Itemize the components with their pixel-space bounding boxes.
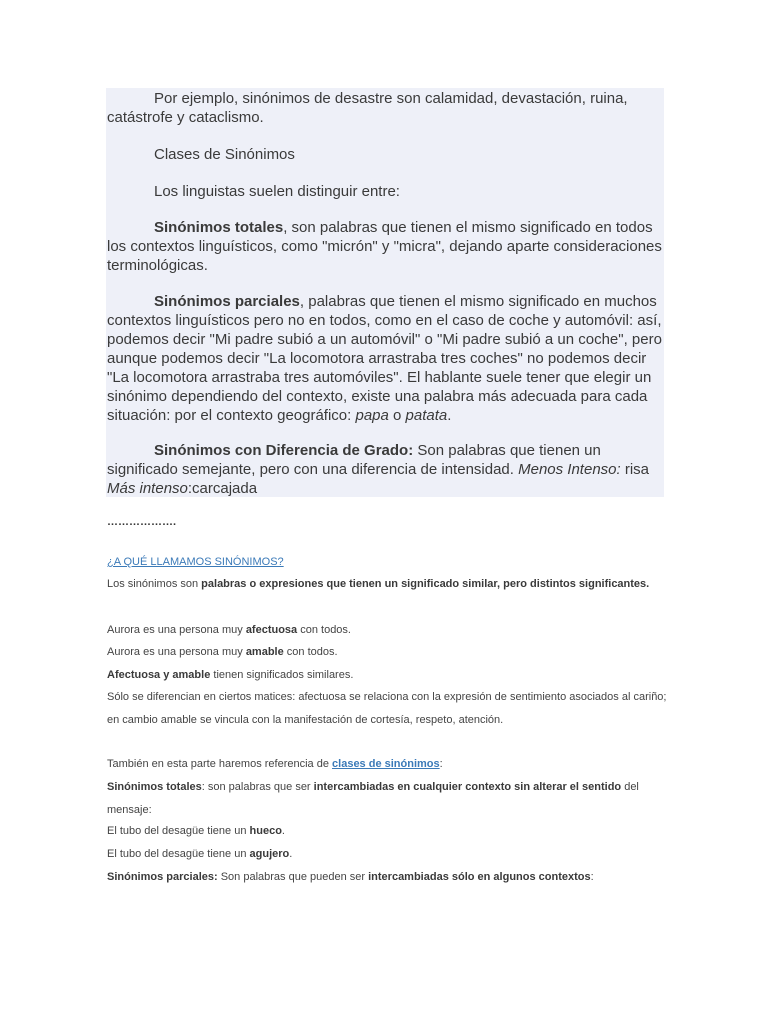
section-heading-link[interactable]: ¿A QUÉ LLAMAMOS SINÓNIMOS? (107, 556, 284, 568)
example-hueco: El tubo del desagüe tiene un hueco. (107, 825, 285, 837)
paragraph-classes-title: Clases de Sinónimos (154, 146, 295, 163)
classes-reference-text: También en esta parte haremos referencia de clases de sinónimos: (107, 758, 443, 770)
nuances-text: Sólo se diferencian en ciertos matices: afectuosa se relaciona con la expresión de sentimiento asociados al cariño; en cambio amable se vincula con la manifestación de cortesía, respeto, atención. (107, 691, 667, 726)
similar-meanings-text: Afectuosa y amable tienen significados similares. (107, 669, 354, 681)
example-afectuosa: Aurora es una persona muy afectuosa con todos. (107, 624, 351, 636)
classes-link[interactable]: clases de sinónimos (332, 758, 440, 770)
section-heading[interactable] (107, 551, 667, 574)
total-synonyms-text: Sinónimos totales: son palabras que ser intercambiadas en cualquier contexto sin alterar el sentido del mensaje: (107, 781, 639, 816)
paragraph-partial-synonyms: Sinónimos parciales, palabras que tienen el mismo significado en muchos contextos linguísticos pero no en todos, como en el caso de coche y automóvil: así, podemos decir "Mi padre subió a un automóvil" o "Mi padre subió a un coche", pero aunque podemos decir "La locomotora arrastraba tres coches" no podemos decir "La locomotora arrastraba tres automóviles". El hablante suele tener que elegir un sinónimo dependiendo del contexto, existe una palabra más adecuada para cada situación: por el contexto geográfico: papa o patata. (107, 293, 662, 424)
definition-text: Los sinónimos son palabras o expresiones que tienen un significado similar, pero distintos significantes. (107, 578, 650, 590)
example-amable: Aurora es una persona muy amable con todos. (107, 646, 338, 658)
paragraph-linguists: Los linguistas suelen distinguir entre: (154, 183, 400, 200)
paragraph-example: Por ejemplo, sinónimos de desastre son calamidad, devastación, ruina, catástrofe y cataclismo. (107, 90, 628, 126)
separator-dots: ………………. (107, 516, 177, 528)
example-agujero: El tubo del desagüe tiene un agujero. (107, 848, 293, 860)
paragraph-degree-synonyms: Sinónimos con Diferencia de Grado: Son palabras que tienen un significado semejante, pero con una diferencia de intensidad. Menos Intenso: risa Más intenso:carcajada (107, 442, 650, 497)
paragraph-total-synonyms: Sinónimos totales, son palabras que tienen el mismo significado en todos los contextos linguísticos, como "micrón" y "micra", dejando aparte consideraciones terminológicas. (107, 219, 662, 274)
partial-synonyms-text: Sinónimos parciales: Son palabras que pueden ser intercambiadas sólo en algunos contextos: (107, 871, 594, 883)
